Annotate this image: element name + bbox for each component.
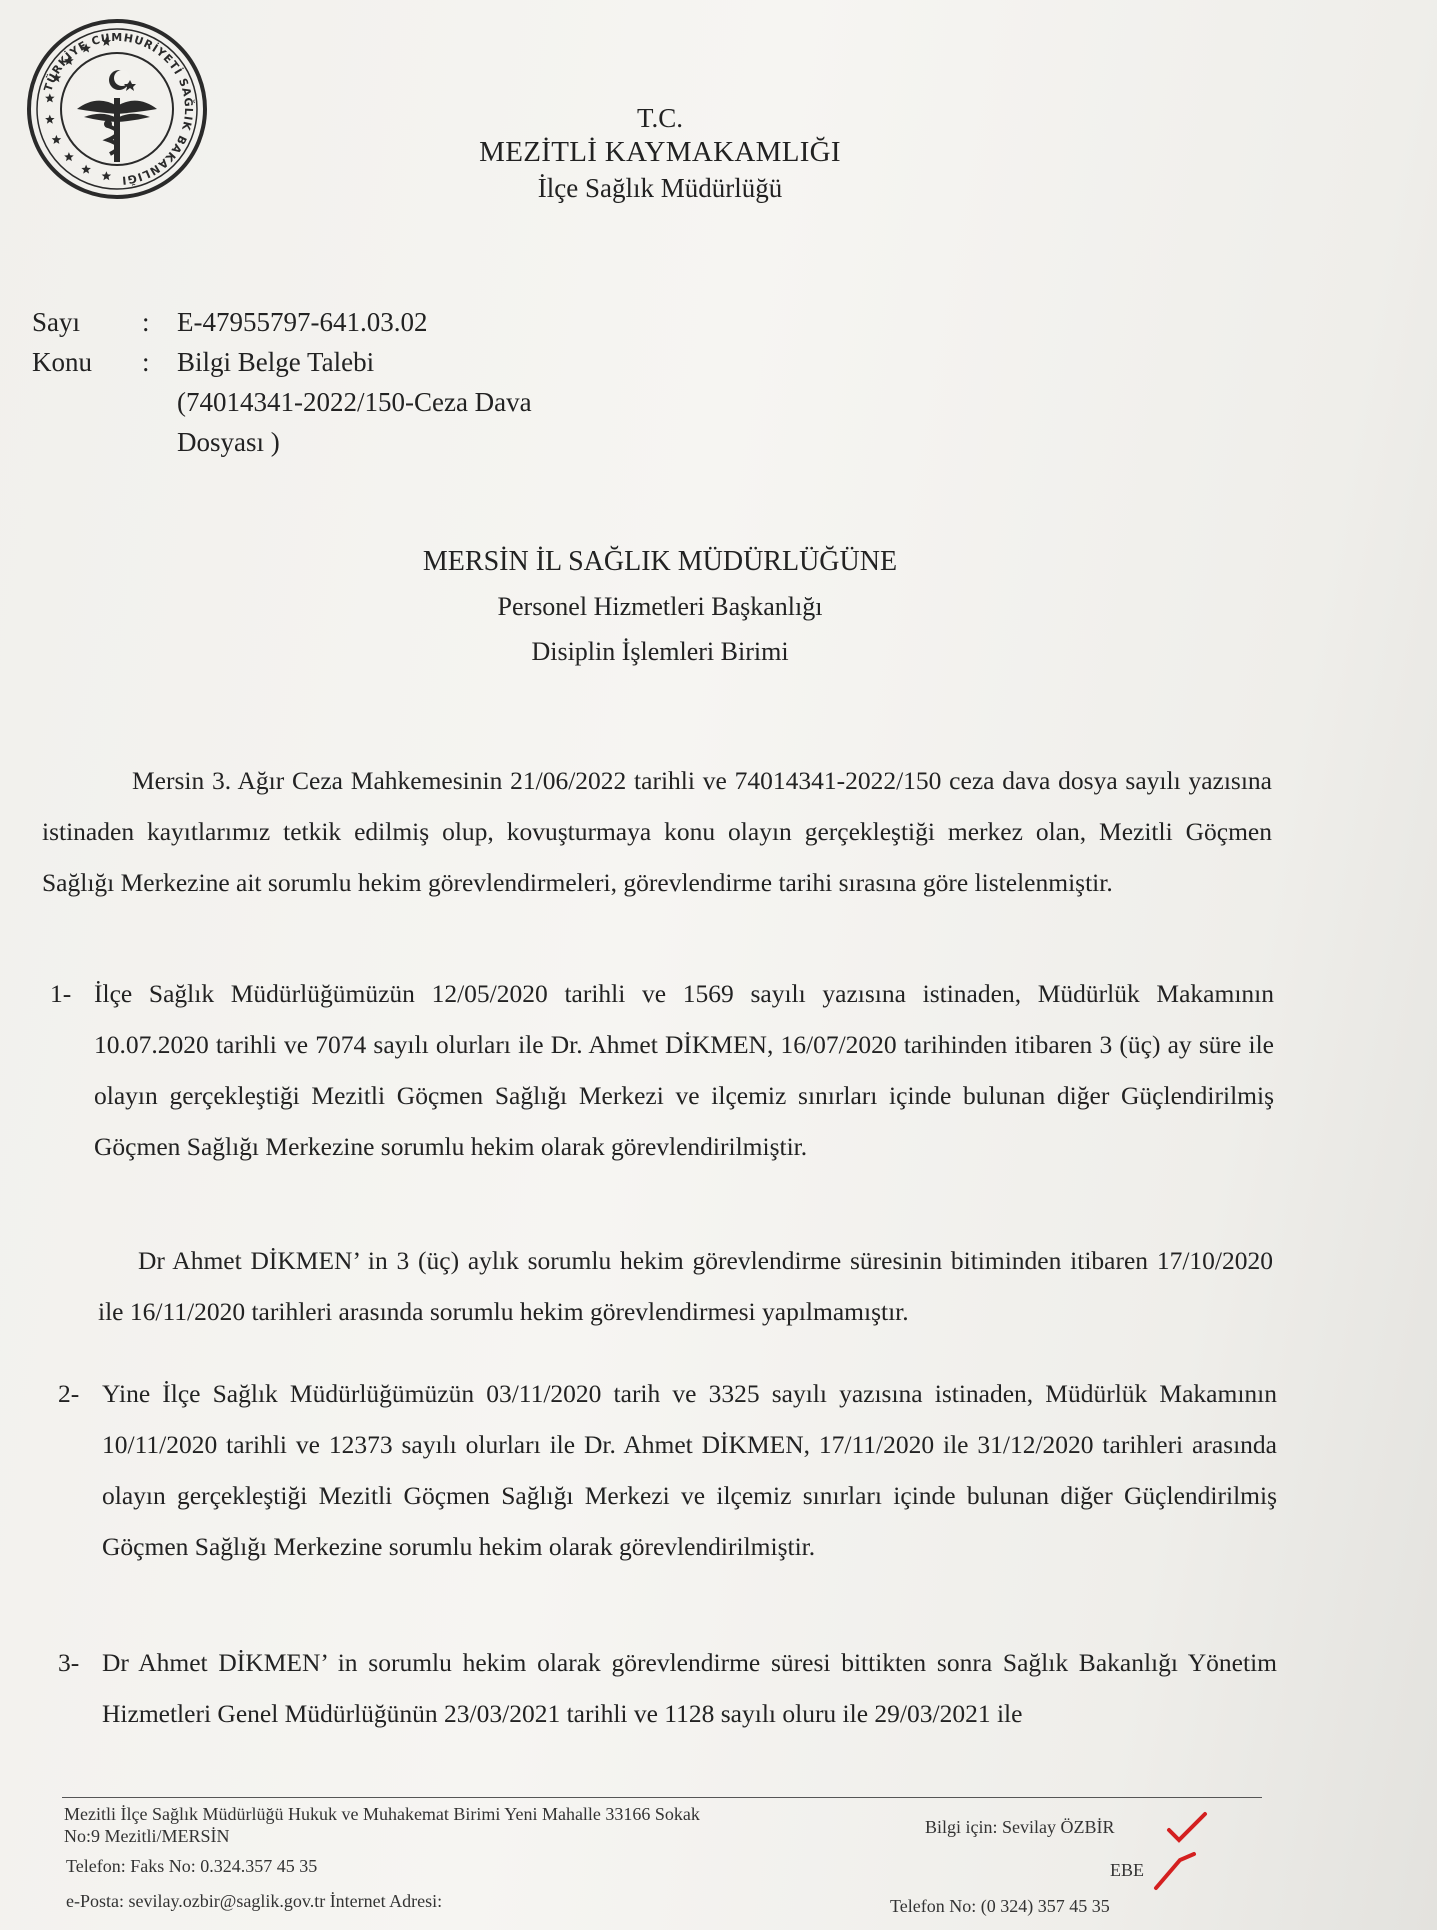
seal-ring-text: TÜRKİYE CUMHURİYETİ SAĞLIK BAKANLIĞI [41,30,196,187]
footer-fax: Telefon: Faks No: 0.324.357 45 35 [66,1856,318,1876]
konu-row-2 [32,382,777,422]
intro-paragraph: Mersin 3. Ağır Ceza Mahkemesinin 21/06/2022 tarihli ve 74014341-2022/150 ceza dava dosya sayılı yazısına istinaden kayıtlarımız tetkik edilmiş olup, kovuşturmaya konu olayın gerçekleştiği merkez olan, Mezitli Göçmen Sağlığı Merkezine ait sorumlu hekim görevlendirmeleri, görevlendirme tarihi sırasına göre listelenmiştir. [42,766,1272,897]
konu-value-line1: Bilgi Belge Talebi [177,347,375,377]
sayi-value: E-47955797-641.03.02 [177,307,428,337]
konu-label: Konu [32,347,92,377]
addressee-title: MERSİN İL SAĞLIK MÜDÜRLÜĞÜNE [422,546,898,577]
header-kaymakamlik: MEZİTLİ KAYMAKAMLIĞI [479,136,841,168]
konu-row-3 [32,422,777,462]
list-item-text: Dr Ahmet DİKMEN’ in sorumlu hekim olarak görevlendirme süresi bittikten sonra Sağlık Bakanlığı Yönetim Hizmetleri Genel Müdürlüğünün 23/03/2021 tarihli ve 1128 sayılı oluru ile 29/03/2021 ile [102,1648,1277,1728]
sayi-label: Sayı [32,307,81,337]
header-ilce-saglik: İlçe Sağlık Müdürlüğü [537,173,783,203]
list-item-text: Yine İlçe Sağlık Müdürlüğümüzün 03/11/2020 tarih ve 3325 sayılı yazısına istinaden, Müdürlük Makamının 10/11/2020 tarihli ve 12373 sayılı olurları ile Dr. Ahmet DİKMEN, 17/11/2020 ile 31/12/2020 tarihleri arasında olayın gerçekleştiği Mezitli Göçmen Sağlığı Merkezi ve ilçemiz sınırları içinde bulunan diğer Güçlendirilmiş Göçmen Sağlığı Merkezine sorumlu hekim olarak görevlendirilmiştir. [102,1379,1277,1561]
footer-address-line1: Mezitli İlçe Sağlık Müdürlüğü Hukuk ve Muhakemat Birimi Yeni Mahalle 33166 Sokak [64,1804,700,1824]
list-item-number: 2- [58,1379,80,1408]
list-item-number: 1- [50,979,72,1008]
konu-value-line2: (74014341-2022/150-Ceza Dava [177,387,532,417]
footer-address-line2: No:9 Mezitli/MERSİN [64,1826,230,1846]
seal-star-icon [45,93,55,102]
note-paragraph: Dr Ahmet DİKMEN’ in 3 (üç) aylık sorumlu hekim görevlendirme süresinin bitiminden itibaren 17/10/2020 ile 16/11/2020 tarihleri arasında sorumlu hekim görevlendirmesi yapılmamıştır. [98,1246,1273,1326]
addressee-unit: Disiplin İşlemleri Birimi [531,637,789,666]
footer-info-contact: Bilgi için: Sevilay ÖZBİR [925,1817,1115,1837]
list-item-text: İlçe Sağlık Müdürlüğümüzün 12/05/2020 tarihli ve 1569 sayılı yazısına istinaden, Müdürlük Makamının 10.07.2020 tarihli ve 7074 sayılı olurları ile Dr. Ahmet DİKMEN, 16/07/2020 tarihinden itibaren 3 (üç) ay süre ile olayın gerçekleştiği Mezitli Göçmen Sağlığı Merkezi ve ilçemiz sınırları içinde bulunan diğer Güçlendirilmiş Göçmen Sağlığı Merkezine sorumlu hekim olarak görevlendirilmiştir. [94,979,1274,1161]
sayi-row [32,302,777,342]
header-tc: T.C. [637,103,683,133]
red-check-mark-icon [1165,1808,1225,1848]
footer-address [64,1803,844,1847]
addressee-department: Personel Hizmetleri Başkanlığı [497,592,823,621]
colon: : [142,307,150,337]
red-check-mark-icon [1150,1848,1210,1898]
footer-divider [62,1797,1262,1798]
list-item-number: 3- [58,1648,80,1677]
footer-phone: Telefon No: (0 324) 357 45 35 [890,1896,1110,1916]
document-meta [32,302,777,462]
konu-value-line3: Dosyası ) [177,427,280,457]
footer-email: e-Posta: sevilay.ozbir@saglik.gov.tr İnternet Adresi: [66,1891,443,1911]
colon: : [142,347,150,377]
footer-contact-title: EBE [1110,1860,1144,1880]
konu-row [32,342,777,382]
